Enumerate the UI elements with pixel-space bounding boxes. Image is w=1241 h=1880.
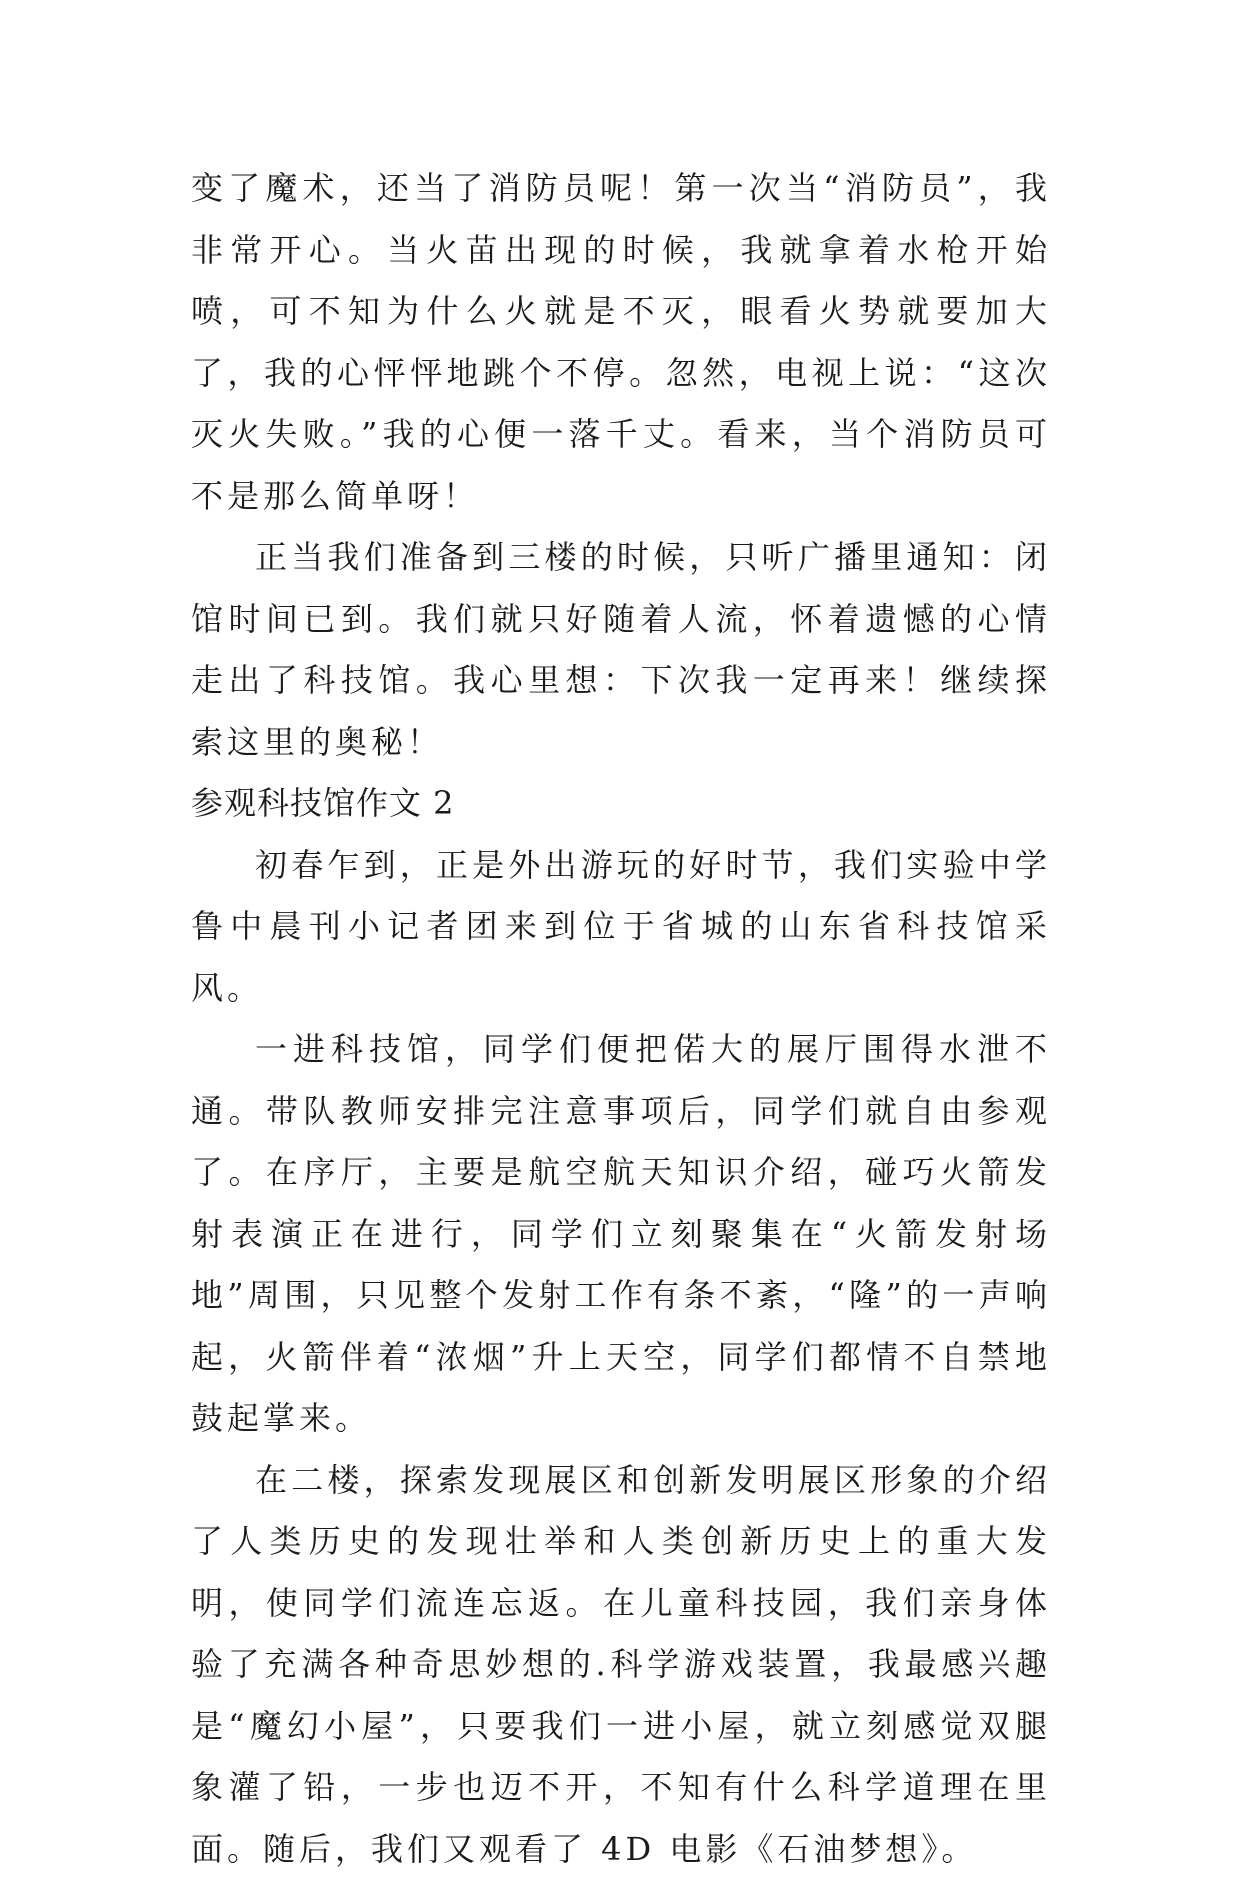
paragraph-continued: 变了魔术，还当了消防员呢！第一次当“消防员”，我非常开心。当火苗出现的时候，我就拿着水枪开始喷，可不知为什么火就是不灭，眼看火势就要加大了，我的心怦怦地跳个不停。忽然，电视上说：“这次灭火失败。”我的心便一落千丈。看来，当个消防员可不是那么简单呀！ [191, 158, 1051, 527]
paragraph-rocket: 一进科技馆，同学们便把偌大的展厅围得水泄不通。带队教师安排完注意事项后，同学们就自由参观了。在序厅，主要是航空航天知识介绍，碰巧火箭发射表演正在进行，同学们立刻聚集在“火箭发射场地”周围，只见整个发射工作有条不紊，“隆”的一声响起，火箭伴着“浓烟”升上天空，同学们都情不自禁地鼓起掌来。 [191, 1019, 1051, 1450]
document-body [191, 158, 1051, 1880]
paragraph-closing: 正当我们准备到三楼的时候，只听广播里通知：闭馆时间已到。我们就只好随着人流，怀着遗憾的心情走出了科技馆。我心里想：下次我一定再来！继续探索这里的奥秘！ [191, 527, 1051, 773]
paragraph-intro: 初春乍到，正是外出游玩的好时节，我们实验中学鲁中晨刊小记者团来到位于省城的山东省科技馆采风。 [191, 835, 1051, 1020]
section-title: 参观科技馆作文 2 [191, 773, 1051, 835]
paragraph-second-floor: 在二楼，探索发现展区和创新发明展区形象的介绍了人类历史的发现壮举和人类创新历史上的重大发明，使同学们流连忘返。在儿童科技园，我们亲身体验了充满各种奇思妙想的.科学游戏装置，我最感兴趣是“魔幻小屋”，只要我们一进小屋，就立刻感觉双腿象灌了铅，一步也迈不开，不知有什么科学道理在里面。随后，我们又观看了 4D 电影《石油梦想》。 [191, 1450, 1051, 1880]
